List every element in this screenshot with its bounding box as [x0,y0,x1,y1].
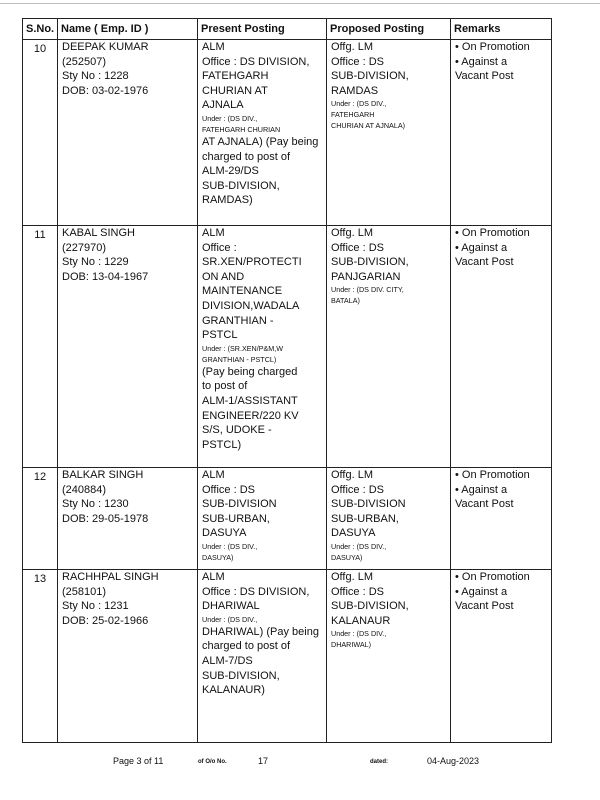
page-footer [0,756,600,772]
posting-line: Offg. LM [331,469,373,481]
posting-line: Office : DS [331,241,384,254]
employee-detail-line: (252507) [62,55,107,68]
posting-line: RAMDAS) [202,194,253,207]
present-posting-cell [198,570,327,743]
posting-line: GRANTHIAN - [202,314,274,327]
employee-detail-line: Sty No : 1230 [62,498,129,511]
proposed-posting-cell [327,226,451,468]
remark-line: • Against a [455,483,508,496]
present-posting-cell [198,40,327,226]
employee-detail-line: RACHHPAL SINGH [62,571,159,583]
row-serial-number: 11 [23,226,58,468]
employee-detail-line: (227970) [62,241,107,254]
posting-line: SUB-URBAN, [202,512,270,525]
employee-detail-line: Sty No : 1228 [62,70,129,83]
remarks-cell [451,226,552,468]
posting-line: Office : DS DIVISION, [202,585,310,598]
posting-line: DHARIWAL [202,600,260,613]
under-office-line: Under : (DS DIV., [331,541,387,551]
employee-detail-line: Sty No : 1231 [62,600,129,613]
present-posting-cell [198,468,327,570]
under-office-line: Under : (DS DIV. CITY, [331,285,404,295]
table-row [23,468,552,570]
posting-line: SUB-DIVISION [202,498,277,511]
posting-line: DHARIWAL) (Pay being [202,625,319,638]
posting-line: charged to post of [202,150,291,163]
posting-line: PSTCL) [202,438,242,451]
posting-line: Office : DS DIVISION, [202,55,310,68]
posting-line: Office : DS [331,585,384,598]
under-office-line: Under : (DS DIV., [202,541,258,551]
under-office-line: CHURIAN AT AJNALA) [331,121,406,131]
row-serial-number: 10 [23,40,58,226]
posting-line: Office : DS [331,55,384,68]
page-number: Page 3 of 11 [113,756,164,766]
remark-line: • Against a [455,241,508,254]
posting-line: Office : [202,241,237,254]
posting-line: (Pay being charged [202,365,298,378]
under-office-line: BATALA) [331,296,360,306]
dated-label: dated: [370,759,388,765]
remark-line: • Against a [455,55,508,68]
employee-detail-line: BALKAR SINGH [62,469,144,481]
remarks-cell [451,570,552,743]
posting-line: ALM [202,227,225,239]
under-office-line: Under : (SR.XEN/P&M,W [202,343,284,353]
under-office-line: Under : (DS DIV., [202,614,258,624]
posting-line: DASUYA [202,527,247,540]
posting-line: MAINTENANCE [202,285,283,298]
remark-line: Vacant Post [455,498,514,511]
remark-line: Vacant Post [455,256,514,269]
posting-line: S/S, UDOKE - [202,424,272,437]
table-header-row [23,19,552,40]
posting-line: CHURIAN AT [202,84,268,97]
employee-detail-line: DOB: 29-05-1978 [62,512,149,525]
employee-detail-line: Sty No : 1229 [62,256,129,269]
remark-line: • Against a [455,585,508,598]
header-remarks: Remarks [451,19,552,40]
header-sno: S.No. [23,19,58,40]
table-body [23,40,552,743]
posting-line: ALM-7/DS [202,654,253,667]
employee-detail-line: DOB: 25-02-1966 [62,614,149,627]
remark-line: • On Promotion [455,41,530,53]
posting-line: ALM-1/ASSISTANT [202,394,298,407]
present-posting-cell [198,226,327,468]
posting-line: ALM-29/DS [202,165,259,178]
under-office-line: DASUYA) [202,552,234,562]
employee-detail-line: (240884) [62,483,107,496]
posting-line: ALM [202,469,225,481]
proposed-posting-cell [327,40,451,226]
row-serial-number: 13 [23,570,58,743]
proposed-posting-cell [327,468,451,570]
under-office-line: DHARIWAL) [331,640,372,650]
posting-line: SUB-DIVISION [331,498,406,511]
remark-line: • On Promotion [455,571,530,583]
order-number: 17 [258,756,269,766]
proposed-posting-cell [327,570,451,743]
under-office-line: Under : (DS DIV., [331,629,387,639]
posting-line: RAMDAS [331,84,379,97]
employee-detail-line: KABAL SINGH [62,227,135,239]
posting-line: ALM [202,41,225,53]
order-label: of O/o No. [198,759,227,765]
posting-line: PANJGARIAN [331,270,401,283]
posting-line: KALANAUR) [202,684,265,697]
posting-line: SUB-DIVISION, [202,179,280,192]
employee-detail-line: DOB: 13-04-1967 [62,270,149,283]
posting-line: ON AND [202,270,245,283]
remark-line: Vacant Post [455,70,514,83]
row-serial-number: 12 [23,468,58,570]
employee-detail-line: (258101) [62,585,107,598]
posting-line: DIVISION,WADALA [202,299,300,312]
header-name: Name ( Emp. ID ) [58,19,198,40]
table-row [23,226,552,468]
employee-detail-line: DOB: 03-02-1976 [62,84,149,97]
remarks-cell [451,40,552,226]
postings-table [22,18,552,743]
remarks-cell [451,468,552,570]
employee-cell [58,40,198,226]
posting-line: Office : DS [331,483,384,496]
posting-line: SUB-DIVISION, [331,70,409,83]
employee-cell [58,226,198,468]
employee-detail-line: DEEPAK KUMAR [62,41,149,53]
table-row [23,40,552,226]
under-office-line: DASUYA) [331,552,363,562]
header-present-posting: Present Posting [198,19,327,40]
posting-line: ALM [202,571,225,583]
under-office-line: FATEHGARH CHURIAN [202,124,281,134]
posting-line: SR.XEN/PROTECTI [202,256,302,269]
posting-line: Offg. LM [331,571,373,583]
posting-line: Offg. LM [331,227,373,239]
header-proposed-posting: Proposed Posting [327,19,451,40]
employee-cell [58,570,198,743]
posting-line: AT AJNALA) (Pay being [202,135,319,148]
table-row [23,570,552,743]
posting-line: SUB-DIVISION, [202,669,280,682]
under-office-line: Under : (DS DIV., [202,113,258,123]
under-office-line: GRANTHIAN - PSTCL) [202,354,277,364]
order-date: 04-Aug-2023 [427,756,480,766]
under-office-line: Under : (DS DIV., [331,99,387,109]
posting-line: DASUYA [331,527,376,540]
remark-line: • On Promotion [455,469,530,481]
posting-line: charged to post of [202,640,291,653]
posting-line: SUB-DIVISION, [331,256,409,269]
remark-line: Vacant Post [455,600,514,613]
posting-line: KALANAUR [331,614,391,627]
posting-line: Office : DS [202,483,255,496]
remark-line: • On Promotion [455,227,530,239]
top-divider [0,3,600,4]
posting-line: PSTCL [202,329,238,342]
posting-line: AJNALA [202,99,244,112]
posting-line: Offg. LM [331,41,373,53]
posting-line: SUB-DIVISION, [331,600,409,613]
posting-line: ENGINEER/220 KV [202,409,299,422]
posting-line: to post of [202,380,248,393]
posting-line: FATEHGARH [202,70,269,83]
posting-line: SUB-URBAN, [331,512,399,525]
under-office-line: FATEHGARH [331,110,375,120]
employee-cell [58,468,198,570]
